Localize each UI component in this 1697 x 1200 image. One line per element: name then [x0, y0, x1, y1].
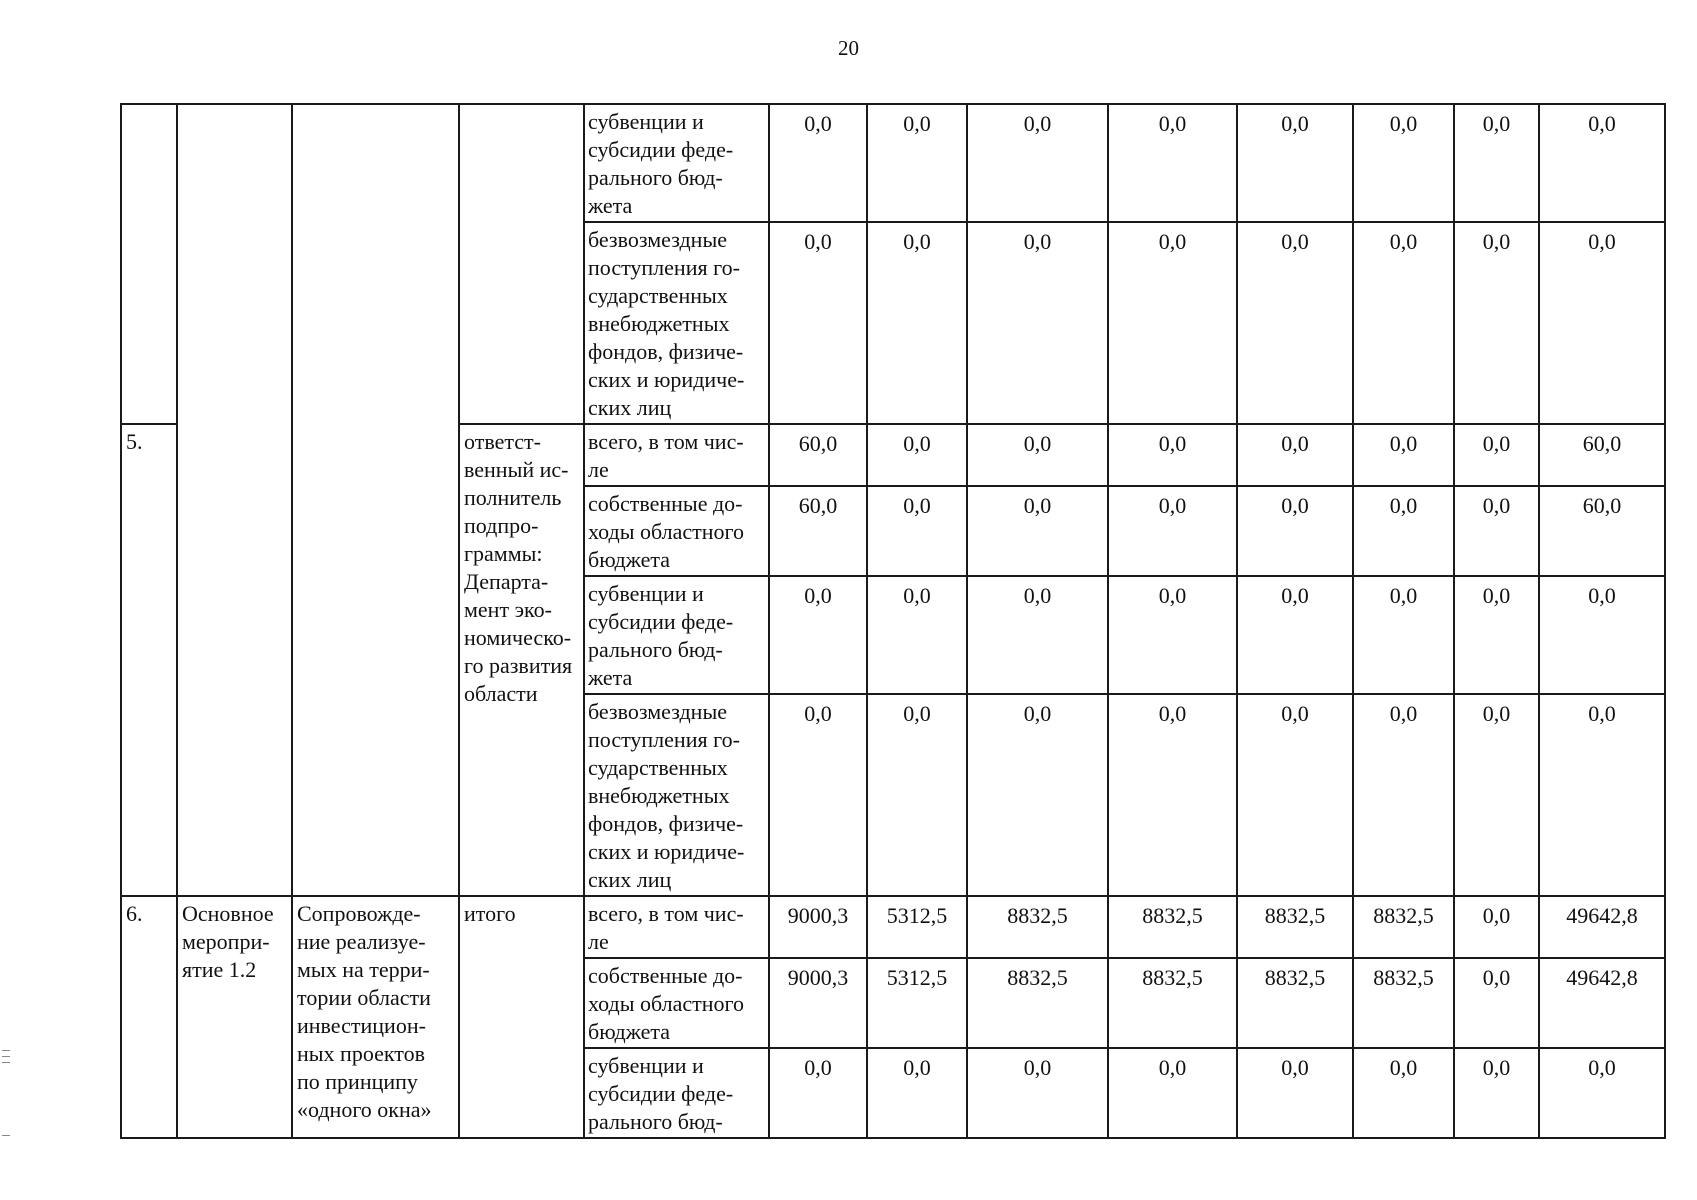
value-cell: 0,0 [967, 104, 1108, 222]
value-cell: 0,0 [867, 104, 967, 222]
executor-cell [459, 104, 584, 424]
value-cell: 0,0 [769, 576, 867, 694]
value-cell: 0,0 [1108, 1048, 1237, 1138]
value-cell: 0,0 [1353, 104, 1454, 222]
margin-mark [2, 1050, 10, 1051]
value-cell: 0,0 [1237, 486, 1353, 576]
value-cell: 8832,5 [1108, 958, 1237, 1048]
value-cell: 8832,5 [967, 896, 1108, 958]
status-cell [177, 104, 292, 896]
value-cell: 0,0 [1353, 222, 1454, 424]
value-cell: 0,0 [1237, 576, 1353, 694]
value-cell: 60,0 [769, 424, 867, 486]
value-cell: 0,0 [967, 1048, 1108, 1138]
value-cell: 0,0 [1237, 694, 1353, 896]
value-cell: 8832,5 [1108, 896, 1237, 958]
status-cell [177, 896, 292, 1138]
value-cell: 0,0 [1454, 694, 1539, 896]
value-cell: 9000,3 [769, 958, 867, 1048]
funding-source-cell [584, 576, 769, 694]
value-cell: 0,0 [1454, 896, 1539, 958]
funding-source-cell [584, 896, 769, 958]
activity-name-text: Сопровожде- ние реализуе- мых на терри- тории области инвестицион- ных проектов по принципу «одного окна» [297, 901, 432, 1122]
name-cell [292, 896, 459, 1138]
margin-mark [2, 1062, 10, 1063]
total-value-cell: 60,0 [1539, 486, 1665, 576]
value-cell: 5312,5 [867, 896, 967, 958]
value-cell: 0,0 [1108, 694, 1237, 896]
value-cell: 0,0 [1454, 424, 1539, 486]
row-number-cell [121, 104, 177, 424]
value-cell: 0,0 [1454, 1048, 1539, 1138]
funding-source-cell [584, 104, 769, 222]
value-cell: 0,0 [867, 694, 967, 896]
funding-source-text: субвенции и субсидии феде- рального бюд- жета [588, 109, 734, 218]
executor-text: ответст- венный ис- полнитель подпро- граммы: Департа- мент эко- номическо- го развития области [464, 429, 573, 706]
value-cell: 8832,5 [1237, 896, 1353, 958]
value-cell: 0,0 [769, 1048, 867, 1138]
value-cell: 8832,5 [1353, 958, 1454, 1048]
value-cell: 0,0 [867, 222, 967, 424]
total-value-cell: 0,0 [1539, 576, 1665, 694]
value-cell: 0,0 [967, 694, 1108, 896]
value-cell: 0,0 [1108, 424, 1237, 486]
funding-source-text: субвенции и субсидии феде- рального бюд- [588, 1053, 734, 1134]
value-cell: 0,0 [1108, 576, 1237, 694]
value-cell: 8832,5 [1353, 896, 1454, 958]
funding-source-cell [584, 1048, 769, 1138]
value-cell: 0,0 [967, 424, 1108, 486]
value-cell: 0,0 [1454, 486, 1539, 576]
table-row [121, 896, 1665, 958]
value-cell: 0,0 [1353, 576, 1454, 694]
funding-source-text: безвозмездные поступления го- сударственных внебюджетных фондов, физиче- ских и юридиче- ских лиц [588, 227, 745, 420]
value-cell: 0,0 [1353, 486, 1454, 576]
value-cell: 0,0 [1108, 486, 1237, 576]
total-value-cell: 0,0 [1539, 104, 1665, 222]
value-cell: 0,0 [967, 486, 1108, 576]
total-value-cell: 49642,8 [1539, 958, 1665, 1048]
page-number: 20 [838, 36, 859, 60]
name-cell [292, 104, 459, 896]
funding-source-text: собственные до- ходы областного бюджета [588, 963, 745, 1044]
value-cell: 5312,5 [867, 958, 967, 1048]
total-value-cell: 0,0 [1539, 694, 1665, 896]
value-cell: 0,0 [867, 576, 967, 694]
total-value-cell: 60,0 [1539, 424, 1665, 486]
total-value-cell: 0,0 [1539, 222, 1665, 424]
funding-source-cell [584, 424, 769, 486]
value-cell: 9000,3 [769, 896, 867, 958]
value-cell: 0,0 [769, 222, 867, 424]
value-cell: 0,0 [769, 104, 867, 222]
value-cell: 0,0 [1237, 104, 1353, 222]
value-cell: 0,0 [1237, 424, 1353, 486]
funding-source-cell [584, 222, 769, 424]
value-cell: 0,0 [1454, 222, 1539, 424]
value-cell: 0,0 [1108, 222, 1237, 424]
table-row [121, 104, 1665, 222]
value-cell: 0,0 [867, 424, 967, 486]
funding-source-text: всего, в том чис- ле [588, 429, 744, 482]
funding-source-cell [584, 486, 769, 576]
budget-table [120, 103, 1666, 1139]
value-cell: 0,0 [1454, 958, 1539, 1048]
value-cell: 0,0 [867, 1048, 967, 1138]
funding-source-cell [584, 958, 769, 1048]
funding-source-text: субвенции и субсидии феде- рального бюд- жета [588, 581, 734, 690]
value-cell: 8832,5 [967, 958, 1108, 1048]
funding-source-text: всего, в том чис- ле [588, 901, 744, 954]
value-cell: 0,0 [967, 576, 1108, 694]
value-cell: 0,0 [1237, 1048, 1353, 1138]
value-cell: 0,0 [1108, 104, 1237, 222]
funding-source-text: безвозмездные поступления го- сударственных внебюджетных фондов, физиче- ских и юридиче- ских лиц [588, 699, 745, 892]
value-cell: 0,0 [1237, 222, 1353, 424]
executor-cell [459, 896, 584, 1138]
value-cell: 0,0 [967, 222, 1108, 424]
total-value-cell: 49642,8 [1539, 896, 1665, 958]
value-cell: 0,0 [1353, 694, 1454, 896]
value-cell: 0,0 [1353, 424, 1454, 486]
value-cell: 0,0 [1353, 1048, 1454, 1138]
value-cell: 0,0 [1454, 104, 1539, 222]
value-cell: 0,0 [769, 694, 867, 896]
row-number-cell: 6. [121, 896, 177, 1138]
executor-text: итого [464, 901, 516, 926]
executor-cell [459, 424, 584, 896]
funding-source-text: собственные до- ходы областного бюджета [588, 491, 745, 572]
status-text: Основное меропри- ятие 1.2 [182, 901, 274, 982]
total-value-cell: 0,0 [1539, 1048, 1665, 1138]
margin-mark [2, 1135, 10, 1136]
row-number-cell: 5. [121, 424, 177, 896]
value-cell: 8832,5 [1237, 958, 1353, 1048]
funding-source-cell [584, 694, 769, 896]
value-cell: 0,0 [1454, 576, 1539, 694]
value-cell: 0,0 [867, 486, 967, 576]
value-cell: 60,0 [769, 486, 867, 576]
margin-mark [2, 1056, 10, 1057]
